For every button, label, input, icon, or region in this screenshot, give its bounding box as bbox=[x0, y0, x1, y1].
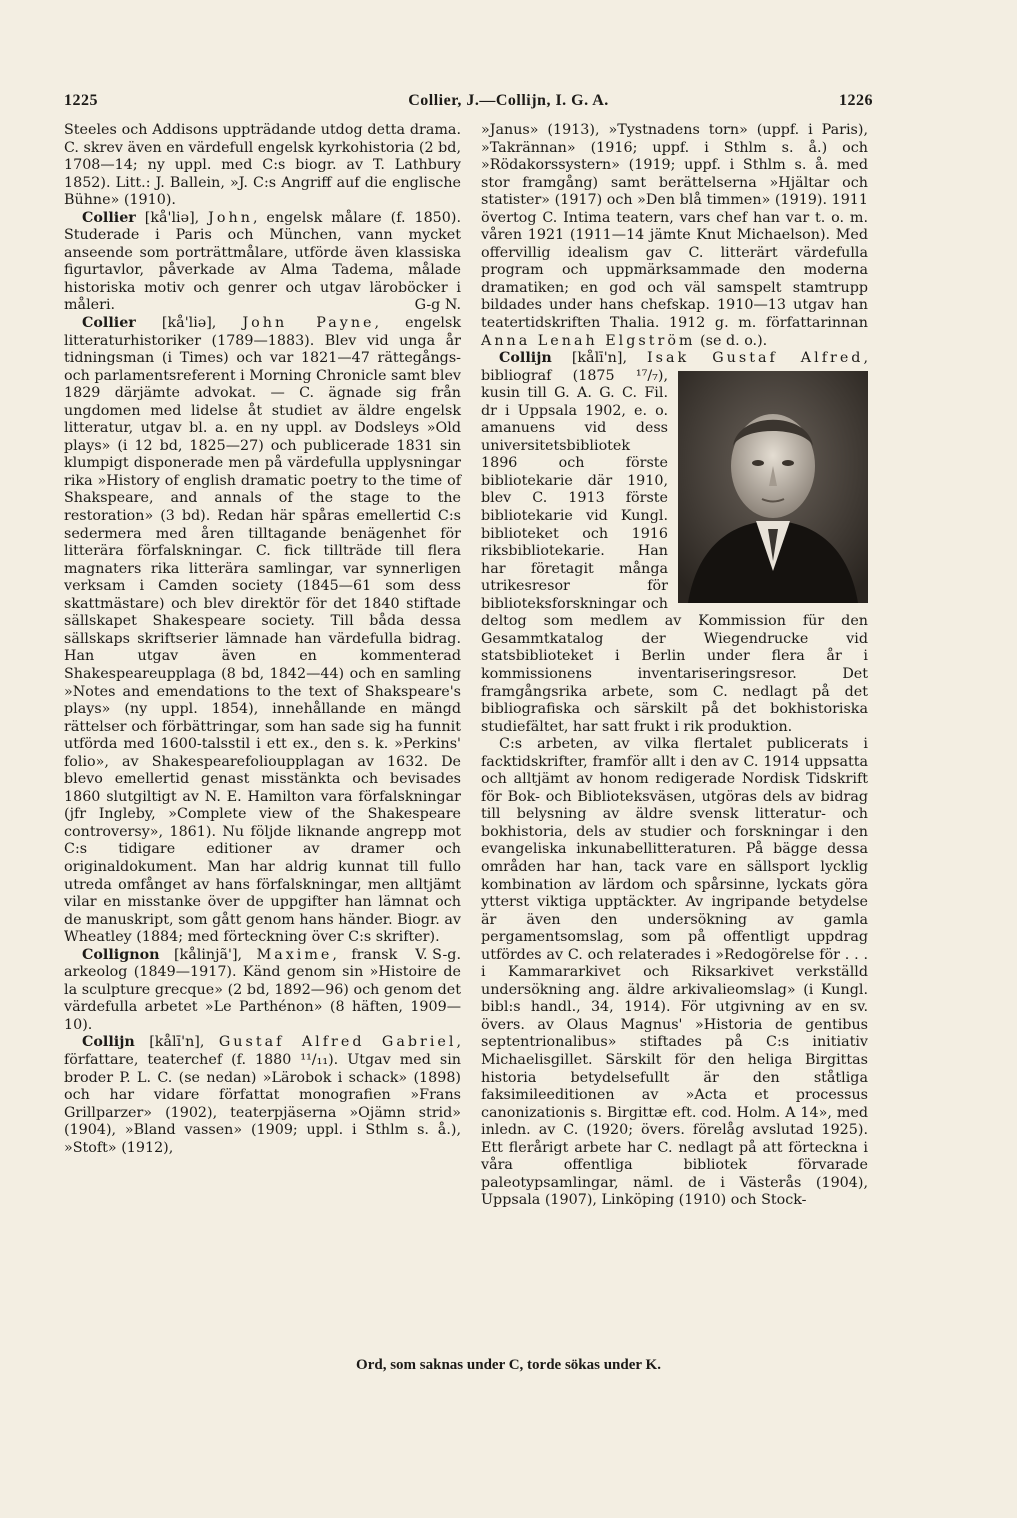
headword: Collignon bbox=[82, 946, 160, 963]
entry-text: , bibliograf (1875 ¹⁷/₇), kusin till G. A. G. C. Fil. dr i Uppsala 1902, e. o. amanuens vid dess universitetsbibliotek 1896 och förste bibliotekarie där 1910, blev C. 1913 förste bibliotekarie vid Kungl. biblioteket och 1916 riksbibliotekarie. Han har företagit många utrikesresor för biblioteksforskningar och deltog som medlem av Kommission für den Gesammtkatalog der Wiegendrucke vid statsbiblioteket i Berlin under flera år i kommissionens inventariseringsresor. Det framgångsrika arbete, som C. nedlagt på det bibliografiska och särskilt på det bokhistoriska studiefältet, har satt frukt i rik produktion. bbox=[481, 350, 868, 735]
author-signature: V. S-g. bbox=[415, 946, 461, 963]
first-name: Maxime bbox=[256, 946, 333, 963]
pronunciation: [kå'liə], bbox=[135, 315, 243, 332]
entry-text: , författare, teaterchef (f. 1880 ¹¹/₁₁). Utgav med sin broder P. L. C. (se nedan) »Lärobok i schack» (1898) och har vidare författat monografien »Frans Grillparzer» (1902), teaterpjäserna »Ojämn strid» (1904), »Bland vassen» (1909; uppl. i Sthlm s. å.), »Stoft» (1912), bbox=[64, 1034, 461, 1156]
pronunciation: [kålī'n], bbox=[551, 350, 648, 367]
entry-collier-john bbox=[64, 210, 461, 315]
entry-collijn-isak bbox=[481, 350, 868, 736]
page-number-right: 1226 bbox=[839, 92, 873, 109]
first-name: John Payne bbox=[242, 315, 375, 332]
page-number-left: 1225 bbox=[64, 92, 98, 109]
headword: Collijn bbox=[82, 1034, 135, 1051]
pronunciation: [kålī'n], bbox=[134, 1034, 219, 1051]
entry-text: »Janus» (1913), »Tystnadens torn» (uppf. i Paris), »Takrännan» (1916; uppf. i Sthlm s. å.) och »Rödakorssystern» (1919; uppf. i Sthlm s. å. med stor framgång) samt berättelserna »Hjältar och statister» (1917) och »Den blå timmen» (1919). 1911 övertog C. Intima teatern, vars chef han var t. o. m. våren 1921 (1911—14 jämte Knut Michaelson). Med offervillig idealism gav C. litterärt värdefulla program och uppmärksammade den moderna dramatiken; en god och väl samspelt stamtrupp bildades under hans chefskap. 1910—13 utgav han teatertidskriften Thalia. 1912 g. m. författarinnan bbox=[481, 122, 868, 332]
entry-text-end: (se d. o.). bbox=[695, 332, 768, 349]
portrait-image bbox=[678, 371, 868, 603]
paragraph-continued: Steeles och Addisons uppträdande utdog detta drama. C. skrev även en värdefull engelsk kyrkohistoria (2 bd, 1708—14; ny uppl. med C:s biogr. av T. Lathbury 1852). Litt.: J. Ballein, »J. C:s Angriff auf die englische Bühne» (1910). bbox=[64, 122, 461, 209]
paragraph-continued bbox=[481, 122, 868, 350]
headword: Collijn bbox=[499, 350, 552, 367]
spouse-name: Anna Lenah Elgström bbox=[481, 332, 696, 349]
entry-text: , engelsk litteraturhistoriker (1789—1883). Blev vid unga år tidningsman (i Times) och var 1821—47 rättegångs- och parlamentsreferent i Morning Chronicle samt blev 1829 därjämte advokat. — C. ägnade sig från ungdomen med lidelse åt studiet av äldre engelsk litteratur, utgav bl. a. en ny uppl. av Dodsleys »Old plays» (i 12 bd, 1825—27) och publicerade 1831 sin klumpigt disponerade men på värdefulla upplysningar rika »History of english dramatic poetry to the time of Shakspeare, and annals of the stage to the restoration» (3 bd). Redan här spåras emellertid C:s sedermera med åren tilltagande benägenhet för litterära förfalskningar. C. fick tillträde till flera magnaters rika litterära samlingar, var synnerligen verksam i Camden society (1845—61 som dess skattmästare) och blev direktör för det 1840 stiftade sällskapet Shakespeare society. Till båda dessa sällskaps skriftserier lämnade han värdefulla bidrag. Han utgav även en kommenterad Shakespeareupplaga (8 bd, 1842—44) och en samling »Notes and emendations to the text of Shakspeare's plays» (ny uppl. 1854), innehållande en mängd rättelser och förbättringar, som han sade sig ha funnit utförda med 1600-talsstil i ett ex., den s. k. »Perkins' folio», av Shakespearefolioupplagan av 1632. De blevo emellertid genast misstänkta och bevisades 1860 slutgiltigt av N. E. Hamilton vara förfalskningar (jfr Ingleby, »Complete view of the Shakespeare controversy», 1861). Nu följde liknande angrepp mot C:s tidigare editioner av dramer och originaldokument. Man har aldrig kunnat till fullo utreda omfånget av hans förfalskningar, men alltjämt vilar en misstanke över de uppgifter han lämnat och de manuskript, som gått genom hans händer. Biogr. av Wheatley (1884; med förteckning över C:s skrifter). bbox=[64, 315, 462, 946]
first-name: Gustaf Alfred Gabriel bbox=[218, 1034, 457, 1051]
headword: Collier bbox=[82, 315, 136, 332]
entry-text: , engelsk målare (f. 1850). Studerade i Paris och München, vann mycket anseende som porträttmålare, utförde även klassiska figurtavlor, påverkade av Alma Tadema, målade historiska motiv och genrer och utgav läroböcker i måleri. bbox=[64, 209, 462, 314]
running-head: Collier, J.—Collijn, I. G. A. bbox=[408, 92, 609, 109]
left-column bbox=[64, 122, 461, 1157]
first-name: Isak Gustaf Alfred bbox=[647, 350, 864, 367]
footer-note: Ord, som saknas under C, torde sökas under K. bbox=[356, 1357, 661, 1373]
pronunciation: [kå'liə], bbox=[135, 209, 209, 226]
author-signature: G-g N. bbox=[414, 297, 461, 314]
entry-collijn-gustaf bbox=[64, 1034, 461, 1157]
first-name: John bbox=[208, 209, 253, 226]
paragraph-works: C:s arbeten, av vilka flertalet publicerats i facktidskrifter, framför allt i den av C. 1914 uppsatta och alltjämt av honom redigerade Nordisk Tidskrift för Bok- och Biblioteksväsen, utgöras dels av bidrag till belysning av äldre svensk litteratur- och bokhistoria, dels av studier och forskningar i den evangeliska inkunabellitteraturen. På bägge dessa områden har han, tack vare en sällsport lycklig kombination av lärdom och spårsinne, lyckats göra ytterst viktiga upptäckter. Av ingripande betydelse är även den undersökning av gamla pergamentsomslag, som på offentligt uppdrag utfördes av C. och relaterades i »Redogörelse för . . . i Kammararkivet och Riksarkivet verkställd undersökning ang. äldre arkivalieomslag» (i Kungl. bibl:s handl., 34, 1914). För utgivning av en sv. övers. av Olaus Magnus' »Historia de gentibus septentrionalibus» stiftades på C:s initiativ Michaelisgillet. Särskilt för den heliga Birgittas historia betydelsefullt är den ståtliga faksimileeditionen av »Acta et processus canonizationis s. Birgittæ eft. cod. Holm. A 14», med inledn. av C. (1920; övers. förelåg avslutad 1925). Ett flerårigt arbete har C. nedlagt på att förteckna i våra offentliga bibliotek förvarade paleotypsamlingar, näml. de i Västerås (1904), Uppsala (1907), Linköping (1910) och Stock- bbox=[481, 736, 868, 1209]
right-column bbox=[481, 122, 868, 1210]
entry-text: , fransk arkeolog (1849—1917). Känd genom sin »Histoire de la sculpture grecque» (2 bd, 1892—96) och genom det värdefulla arbetet »Le Parthénon» (8 häften, 1909—10). bbox=[64, 946, 461, 1033]
headword: Collier bbox=[82, 209, 136, 226]
portrait-photo bbox=[678, 371, 868, 603]
pronunciation: [kålinjã'], bbox=[159, 946, 257, 963]
